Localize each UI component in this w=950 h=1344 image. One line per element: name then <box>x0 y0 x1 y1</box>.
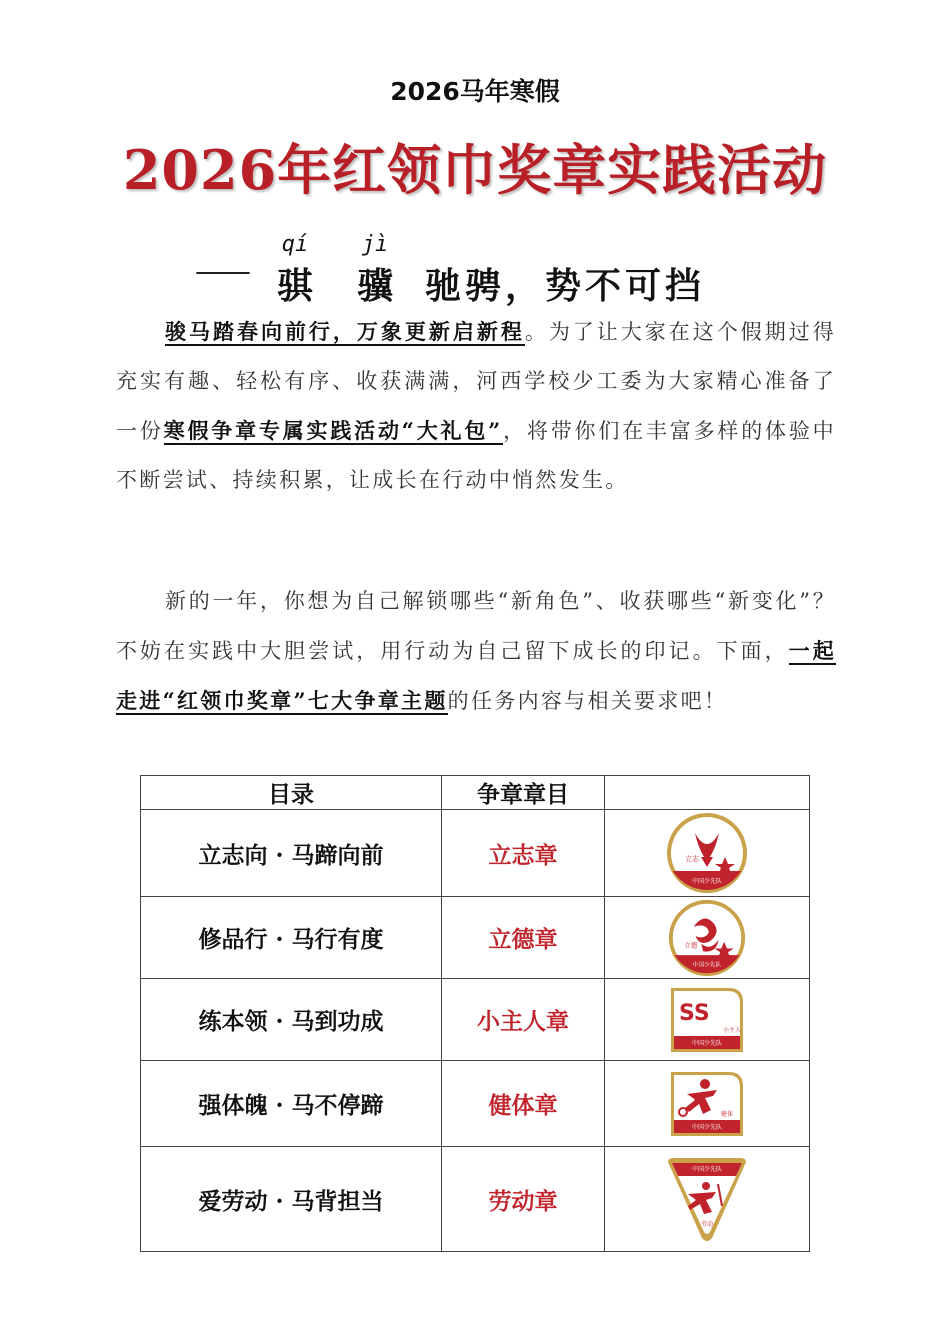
table-row <box>141 810 810 897</box>
second-highlight: 一起走进“红领巾奖章”七大争章主题 <box>116 638 836 713</box>
table-row <box>141 1061 810 1147</box>
row-badge-image <box>605 979 810 1061</box>
table-row <box>141 897 810 979</box>
laodong-badge-icon <box>660 1154 754 1244</box>
row-badge-image <box>605 1061 810 1147</box>
lizhi-badge-icon <box>665 811 749 895</box>
badge-label: 立志 <box>685 855 699 863</box>
header-badge-image <box>605 776 810 810</box>
badge-table <box>140 775 810 1252</box>
row-badge-name: 小主人章 <box>442 979 605 1061</box>
intro-highlight-2: 寒假争章专属实践活动“大礼包” <box>163 418 503 443</box>
row-badge-name: 劳动章 <box>442 1147 605 1252</box>
badge-label: 劳动 <box>700 1221 714 1228</box>
badge-footer: 中国少先队 <box>692 962 722 969</box>
table-header-row <box>141 776 810 810</box>
subtitle-ruby-ji <box>357 232 393 309</box>
subtitle-ruby-qi <box>277 232 313 309</box>
badge-label: 健体 <box>721 1110 734 1118</box>
row-badge-image <box>605 1147 810 1252</box>
xiaozhuren-badge-icon <box>667 984 747 1056</box>
header-catalog: 目录 <box>141 776 442 810</box>
svg-text:SS: SS <box>679 1000 710 1026</box>
intro-text-2: ，将带你们在丰富多样的体验中不断尝试、持续积累，让成长在行动中悄然发生。 <box>116 419 836 492</box>
row-badge-name: 立志章 <box>442 810 605 897</box>
pinyin-ji: jì <box>361 232 389 257</box>
lide-badge-icon <box>667 898 747 978</box>
second-text-1: 新的一年，你想为自己解锁哪些“新角色”、收获哪些“新变化”？不妨在实践中大胆尝试，用行动为自己留下成长的印记。下面， <box>116 589 836 663</box>
row-badge-image <box>605 810 810 897</box>
badge-label: 小主人 <box>723 1026 742 1034</box>
badge-footer: 中国少先队 <box>691 1123 723 1131</box>
hanzi-ji: 骥 <box>357 265 394 307</box>
jianti-badge-icon <box>667 1068 747 1140</box>
intro-highlight-1: 骏马踏春向前行，万象更新启新程 <box>165 319 525 344</box>
row-badge-name: 立德章 <box>442 897 605 979</box>
intro-text-1: 。为了让大家在这个假期过得充实有趣、轻松有序、收获满满，河西学校少工委为大家精心准备了一份 <box>116 320 836 443</box>
second-text-2: 的任务内容与相关要求吧！ <box>447 689 728 713</box>
badge-label: 立德 <box>684 941 698 950</box>
row-topic: 立志向 · 马蹄向前 <box>141 810 442 897</box>
table-row <box>141 1147 810 1252</box>
badge-footer: 中国少先队 <box>691 1166 723 1173</box>
subtitle-rest: 驰骋，势不可挡 <box>425 265 706 307</box>
top-title: 2026马年寒假 <box>390 77 560 106</box>
row-badge-name: 健体章 <box>442 1061 605 1147</box>
row-topic: 练本领 · 马到功成 <box>141 979 442 1061</box>
hanzi-qi: 骐 <box>277 265 314 307</box>
second-paragraph <box>116 577 836 726</box>
pinyin-qi: qí <box>281 232 309 257</box>
badge-footer: 中国少先队 <box>691 878 723 885</box>
badge-footer: 中国少先队 <box>691 1039 723 1047</box>
row-topic: 强体魄 · 马不停蹄 <box>141 1061 442 1147</box>
row-topic: 修品行 · 马行有度 <box>141 897 442 979</box>
row-badge-image <box>605 897 810 979</box>
subtitle-dash: —— <box>195 254 247 289</box>
intro-paragraph <box>116 307 836 505</box>
main-title: 2026年红领巾奖章实践活动 <box>122 138 828 202</box>
table-row <box>141 979 810 1061</box>
row-topic: 爱劳动 · 马背担当 <box>141 1147 442 1252</box>
header-badge-name: 争章章目 <box>442 776 605 810</box>
